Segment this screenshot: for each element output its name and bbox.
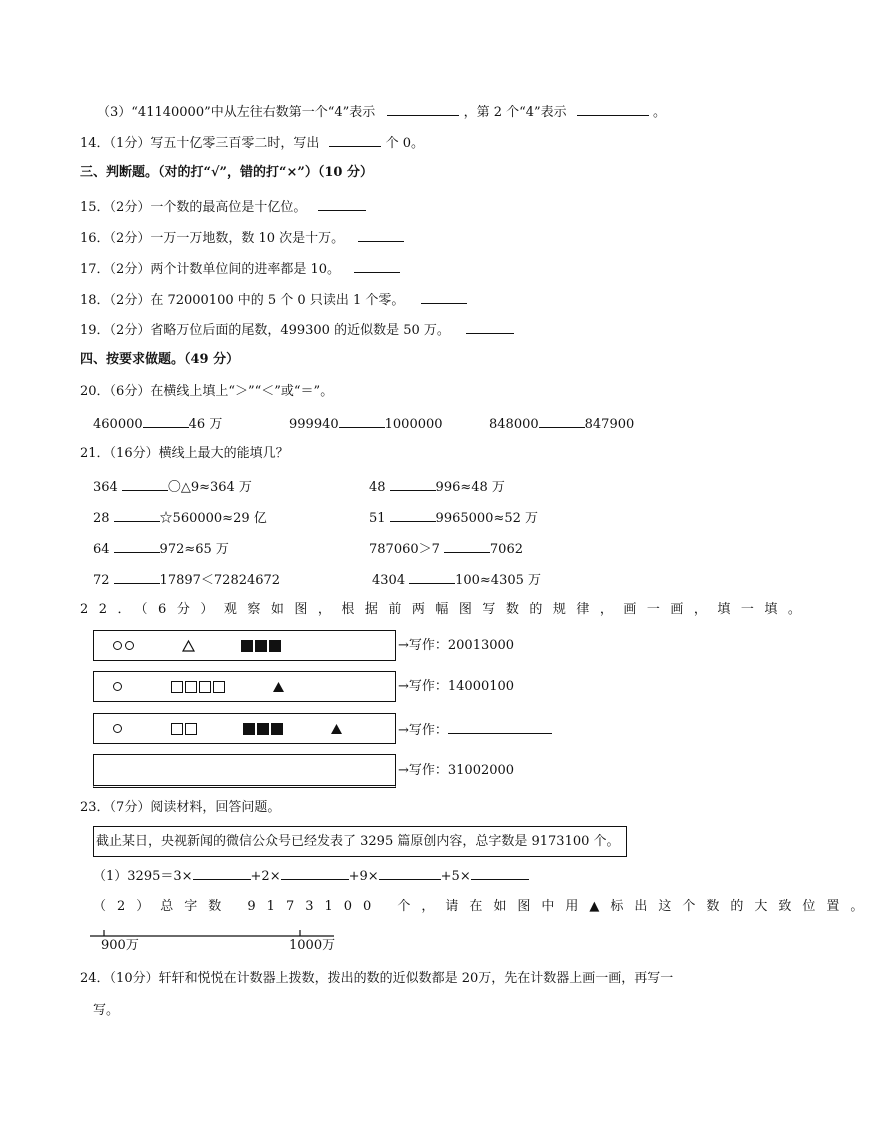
q18-text: 18．（2分）在 72000100 中的 5 个 0 只读出 1 个零。 <box>80 293 405 308</box>
q23-p1-blank4[interactable] <box>471 866 529 880</box>
q18-blank[interactable] <box>421 290 467 304</box>
q21-item1-blank[interactable] <box>122 477 168 491</box>
filled-triangle-icon <box>272 681 285 693</box>
q20-item1-blank[interactable] <box>143 414 189 428</box>
q21-item8-a: 4304 <box>372 573 406 588</box>
q20-item2-right: 1000000 <box>384 417 443 432</box>
q13-part3-text: （3）“41140000”中从左往右数第一个“4”表示 <box>97 105 376 120</box>
q20-item2-blank[interactable] <box>339 414 385 428</box>
q20-item3-right: 847900 <box>584 417 635 432</box>
q22-figure-row-1 <box>93 630 396 661</box>
q21-item6-b: 7062 <box>489 542 523 557</box>
q17-blank[interactable] <box>354 259 400 273</box>
q22-row3-blank[interactable] <box>448 720 552 734</box>
circle-icon <box>113 724 122 733</box>
q21-item7-b: 17897＜72824672 <box>159 573 281 588</box>
q22-figure-row-3 <box>93 713 396 744</box>
q17 <box>80 259 400 279</box>
q20-item <box>93 414 222 434</box>
open-square-icon <box>213 681 225 693</box>
q15-blank[interactable] <box>318 197 366 211</box>
q22-row4-label: →写作：31002000 <box>398 763 515 778</box>
circle-icon <box>125 641 134 650</box>
q20-item2-left: 999940 <box>289 417 339 432</box>
q23-part2: （2）总字数 9173100 个，请在如图中用▲标出这个数的大致位置。 <box>93 899 874 914</box>
q24-line1: 24．（10分）轩轩和悦悦在计数器上拨数，拨出的数的近似数都是 20万，先在计数器上画一画，再写一 <box>80 971 674 986</box>
q13-blank-1[interactable] <box>387 102 459 116</box>
q15 <box>80 197 366 217</box>
open-square-icon <box>199 681 211 693</box>
q14-text: 14．（1分）写五十亿零三百零二时，写出 <box>80 136 320 151</box>
q21-item4-b: 9965000≈52 万 <box>435 511 539 526</box>
q21-item <box>93 508 267 528</box>
q13-end: 。 <box>652 105 666 120</box>
q21-item4-a: 51 <box>369 511 386 526</box>
q21-item8-b: 100≈4305 万 <box>455 573 542 588</box>
q23-p1-b: +2× <box>250 869 281 884</box>
q23-p1-blank2[interactable] <box>281 866 349 880</box>
open-square-icon <box>185 723 197 735</box>
q23-p1-d: +5× <box>440 869 471 884</box>
q19 <box>80 320 514 340</box>
section-3-title: 三、判断题。（对的打“√”，错的打“×”）（10 分） <box>80 165 373 180</box>
filled-square-icon <box>243 723 255 735</box>
q21-item <box>369 539 523 559</box>
q21-item5-a: 64 <box>93 542 110 557</box>
q14 <box>80 133 424 153</box>
q19-text: 19．（2分）省略万位后面的尾数，499300 的近似数是 50 万。 <box>80 323 450 338</box>
open-square-icon <box>171 681 183 693</box>
q21-item <box>93 570 280 590</box>
filled-triangle-icon <box>330 723 343 735</box>
q21-item3-a: 28 <box>93 511 110 526</box>
q20-item1-left: 460000 <box>93 417 143 432</box>
q21-item7-a: 72 <box>93 573 110 588</box>
q23: 23．（7分）阅读材料，回答问题。 <box>80 800 281 815</box>
q21-item2-a: 48 <box>369 480 386 495</box>
open-square-icon <box>171 723 183 735</box>
q21-item8-blank[interactable] <box>409 570 455 584</box>
filled-square-icon <box>269 640 281 652</box>
filled-square-icon <box>241 640 253 652</box>
q22-figure-row-4-empty[interactable] <box>93 754 396 788</box>
q21-item2-b: 996≈48 万 <box>435 480 505 495</box>
q21-item5-b: 972≈65 万 <box>159 542 229 557</box>
q21-item <box>93 477 252 497</box>
q15-text: 15．（2分）一个数的最高位是十亿位。 <box>80 200 307 215</box>
q21-item2-blank[interactable] <box>390 477 436 491</box>
q13-part3-mid: ，第 2 个“4”表示 <box>463 105 567 120</box>
q16 <box>80 228 404 248</box>
q21-item4-blank[interactable] <box>390 508 436 522</box>
q23-material: 截止某日，央视新闻的微信公众号已经发表了 3295 篇原创内容，总字数是 9173100 个。 <box>96 834 620 849</box>
q21-item5-blank[interactable] <box>114 539 160 553</box>
q20-item <box>489 414 634 434</box>
q17-text: 17．（2分）两个计数单位间的进率都是 10。 <box>80 262 340 277</box>
filled-square-icon <box>271 723 283 735</box>
q21-item6-a: 787060＞7 <box>369 542 440 557</box>
q21-item <box>369 508 538 528</box>
q22-row3-label <box>398 720 552 740</box>
q23-p1-a: （1）3295＝3× <box>93 869 193 884</box>
filled-square-icon <box>257 723 269 735</box>
q23-p1-c: +9× <box>348 869 379 884</box>
q18 <box>80 290 467 310</box>
q23-part1 <box>93 866 529 886</box>
q21-item <box>372 570 541 590</box>
q21-item <box>93 539 229 559</box>
circle-icon <box>113 682 122 691</box>
q16-blank[interactable] <box>358 228 404 242</box>
q22-figure-row-2 <box>93 671 396 702</box>
q22-row1-label: →写作：20013000 <box>398 638 515 653</box>
q23-p1-blank1[interactable] <box>193 866 251 880</box>
triangle-outline-icon <box>182 640 195 652</box>
q19-blank[interactable] <box>466 320 514 334</box>
number-line-label-1000: 1000万 <box>289 938 336 953</box>
q24-line2: 写。 <box>93 1003 120 1018</box>
q20-item1-right: 46 万 <box>188 417 223 432</box>
q23-material-box <box>93 826 627 857</box>
q21: 21．（16分）横线上最大的能填几？ <box>80 446 289 461</box>
q13-blank-2[interactable] <box>577 102 649 116</box>
q20-item3-left: 848000 <box>489 417 539 432</box>
q21-item1-a: 364 <box>93 480 118 495</box>
q21-item3-b: ☆560000≈29 亿 <box>159 511 267 526</box>
q22-row2-label: →写作：14000100 <box>398 679 515 694</box>
filled-square-icon <box>255 640 267 652</box>
open-square-icon <box>185 681 197 693</box>
q20-item <box>289 414 443 434</box>
q23-p1-blank3[interactable] <box>379 866 441 880</box>
q21-item1-b: 〇△9≈364 万 <box>167 480 252 495</box>
q14-blank[interactable] <box>329 133 381 147</box>
q22: 22．（6分）观察如图，根据前两幅图写数的规律，画一画，填一填。 <box>80 602 812 617</box>
q13-part3 <box>97 102 666 122</box>
q21-item6-blank[interactable] <box>444 539 490 553</box>
circle-icon <box>113 641 122 650</box>
number-line-label-900: 900万 <box>101 938 139 953</box>
q21-item7-blank[interactable] <box>114 570 160 584</box>
q21-item <box>369 477 505 497</box>
q22-row3-label-text: →写作： <box>398 723 448 738</box>
q20-item3-blank[interactable] <box>539 414 585 428</box>
q14-end: 个 0。 <box>385 136 425 151</box>
q20: 20．（6分）在横线上填上“＞”“＜”或“＝”。 <box>80 384 334 399</box>
q16-text: 16．（2分）一万一万地数，数 10 次是十万。 <box>80 231 345 246</box>
q21-item3-blank[interactable] <box>114 508 160 522</box>
section-4-title: 四、按要求做题。（49 分） <box>80 352 240 367</box>
